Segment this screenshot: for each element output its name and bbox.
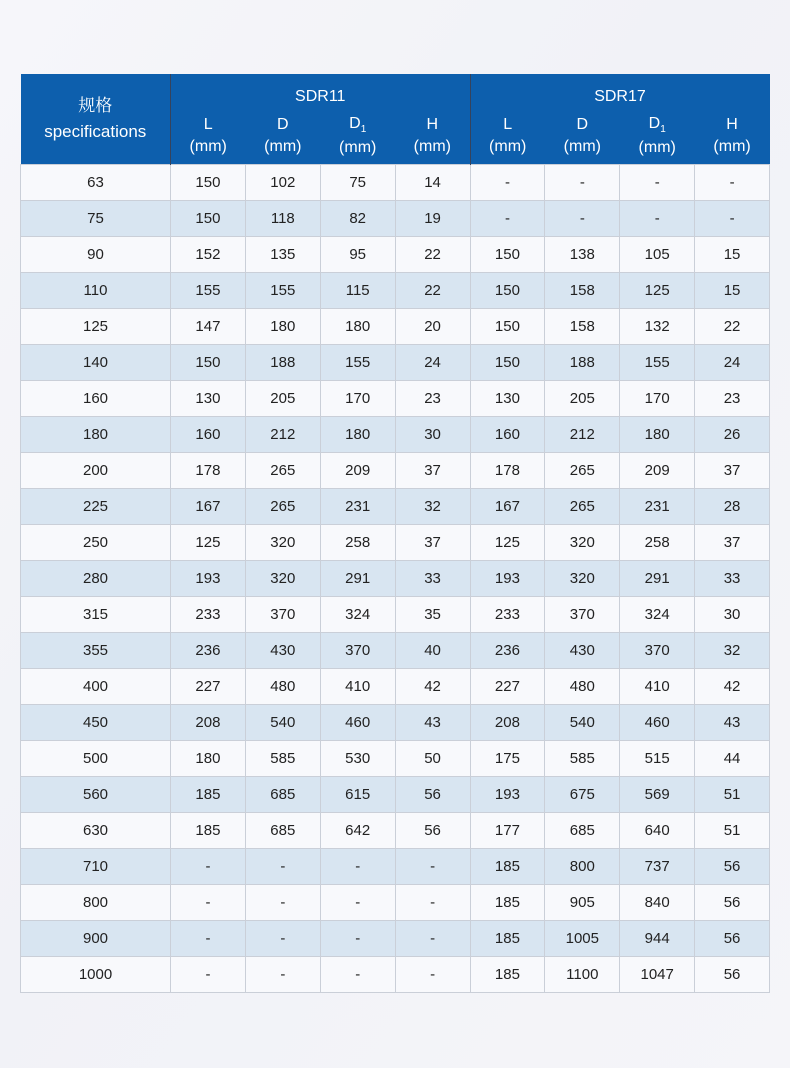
value-cell-sdr11-3: 22 [395,272,470,308]
column-unit: (mm) [489,137,527,155]
value-cell-sdr17-3: - [695,200,770,236]
value-cell-sdr11-1: 480 [245,668,320,704]
value-cell-sdr17-0: 175 [470,740,545,776]
value-cell-sdr11-0: 150 [171,200,246,236]
value-cell-sdr17-1: 585 [545,740,620,776]
value-cell-sdr17-3: 42 [695,668,770,704]
value-cell-sdr11-2: 209 [320,452,395,488]
value-cell-sdr17-0: 236 [470,632,545,668]
table-row [21,524,770,560]
table-row [21,812,770,848]
table-row [21,668,770,704]
value-cell-sdr17-3: 22 [695,308,770,344]
value-cell-sdr17-3: 24 [695,344,770,380]
spec-cell: 125 [21,308,171,344]
value-cell-sdr17-2: 209 [620,452,695,488]
value-cell-sdr17-0: 150 [470,344,545,380]
spec-cell: 63 [21,164,171,200]
value-cell-sdr17-2: 125 [620,272,695,308]
value-cell-sdr11-0: 130 [171,380,246,416]
value-cell-sdr17-1: 685 [545,812,620,848]
value-cell-sdr11-1: 265 [245,488,320,524]
value-cell-sdr11-1: 585 [245,740,320,776]
value-cell-sdr17-3: 56 [695,920,770,956]
value-cell-sdr17-2: 569 [620,776,695,812]
value-cell-sdr17-1: 430 [545,632,620,668]
value-cell-sdr11-1: 370 [245,596,320,632]
value-cell-sdr17-1: 1100 [545,956,620,992]
spec-column-header [21,74,171,164]
value-cell-sdr17-1: 138 [545,236,620,272]
value-cell-sdr11-3: 56 [395,776,470,812]
column-symbol: D [576,116,589,134]
value-cell-sdr17-0: 178 [470,452,545,488]
column-symbol-subscript: 1 [360,124,367,136]
spec-cell: 900 [21,920,171,956]
value-cell-sdr17-3: 43 [695,704,770,740]
value-cell-sdr11-2: - [320,848,395,884]
value-cell-sdr17-0: 185 [470,884,545,920]
column-unit: (mm) [264,137,302,155]
group-header-sdr11: SDR11 [171,74,471,108]
value-cell-sdr11-0: 147 [171,308,246,344]
value-cell-sdr17-2: 155 [620,344,695,380]
value-cell-sdr17-0: 167 [470,488,545,524]
value-cell-sdr17-3: 26 [695,416,770,452]
value-cell-sdr17-1: - [545,164,620,200]
spec-cell: 90 [21,236,171,272]
column-unit: (mm) [563,137,601,155]
value-cell-sdr17-0: 185 [470,956,545,992]
value-cell-sdr11-3: 56 [395,812,470,848]
table-row [21,920,770,956]
column-symbol: L [503,116,513,134]
spec-cell: 250 [21,524,171,560]
value-cell-sdr11-3: 33 [395,560,470,596]
value-cell-sdr17-1: 265 [545,488,620,524]
value-cell-sdr17-0: 125 [470,524,545,560]
value-cell-sdr17-2: 258 [620,524,695,560]
column-symbol: H [426,116,439,134]
value-cell-sdr17-1: 905 [545,884,620,920]
value-cell-sdr17-2: 180 [620,416,695,452]
value-cell-sdr11-2: 370 [320,632,395,668]
spec-cell: 315 [21,596,171,632]
value-cell-sdr11-3: - [395,920,470,956]
value-cell-sdr11-3: 23 [395,380,470,416]
value-cell-sdr17-2: 944 [620,920,695,956]
value-cell-sdr17-1: 540 [545,704,620,740]
column-header-sdr17-d1 [620,108,695,164]
value-cell-sdr17-1: 1005 [545,920,620,956]
value-cell-sdr11-2: 180 [320,308,395,344]
value-cell-sdr11-1: - [245,848,320,884]
table-row [21,344,770,380]
value-cell-sdr17-2: 1047 [620,956,695,992]
column-symbol: H [726,116,738,134]
value-cell-sdr11-2: 75 [320,164,395,200]
spec-label-cn: 规格 [78,96,113,116]
spec-cell: 200 [21,452,171,488]
table-row [21,452,770,488]
table-row [21,596,770,632]
value-cell-sdr17-2: 410 [620,668,695,704]
spec-cell: 160 [21,380,171,416]
value-cell-sdr17-3: 56 [695,884,770,920]
column-unit: (mm) [339,138,377,156]
value-cell-sdr11-3: 40 [395,632,470,668]
spec-cell: 75 [21,200,171,236]
value-cell-sdr17-3: - [695,164,770,200]
value-cell-sdr11-0: - [171,920,246,956]
value-cell-sdr11-1: 320 [245,524,320,560]
value-cell-sdr17-2: 231 [620,488,695,524]
column-unit: (mm) [638,138,676,156]
value-cell-sdr11-1: 102 [245,164,320,200]
value-cell-sdr17-2: 840 [620,884,695,920]
value-cell-sdr17-1: 212 [545,416,620,452]
value-cell-sdr17-3: 23 [695,380,770,416]
value-cell-sdr17-0: - [470,164,545,200]
value-cell-sdr11-1: 188 [245,344,320,380]
table-row [21,200,770,236]
table-row [21,416,770,452]
value-cell-sdr17-1: 158 [545,272,620,308]
value-cell-sdr11-2: 642 [320,812,395,848]
value-cell-sdr17-2: 105 [620,236,695,272]
value-cell-sdr17-3: 30 [695,596,770,632]
value-cell-sdr17-3: 37 [695,524,770,560]
table-row [21,380,770,416]
value-cell-sdr11-0: 208 [171,704,246,740]
value-cell-sdr17-3: 51 [695,812,770,848]
value-cell-sdr17-0: 193 [470,776,545,812]
value-cell-sdr11-3: 37 [395,524,470,560]
spec-cell: 355 [21,632,171,668]
value-cell-sdr11-2: 258 [320,524,395,560]
value-cell-sdr11-3: 42 [395,668,470,704]
value-cell-sdr17-3: 28 [695,488,770,524]
value-cell-sdr11-3: 32 [395,488,470,524]
group-header-sdr17: SDR17 [470,74,770,108]
value-cell-sdr11-2: - [320,956,395,992]
value-cell-sdr17-0: 150 [470,236,545,272]
value-cell-sdr11-0: 180 [171,740,246,776]
table-row [21,560,770,596]
value-cell-sdr11-3: 14 [395,164,470,200]
value-cell-sdr17-0: 233 [470,596,545,632]
value-cell-sdr17-2: 370 [620,632,695,668]
value-cell-sdr17-1: - [545,200,620,236]
value-cell-sdr17-1: 188 [545,344,620,380]
column-header-sdr17-h [695,108,770,164]
value-cell-sdr17-0: 227 [470,668,545,704]
value-cell-sdr11-0: 185 [171,776,246,812]
value-cell-sdr17-1: 158 [545,308,620,344]
spec-cell: 710 [21,848,171,884]
value-cell-sdr11-2: 231 [320,488,395,524]
value-cell-sdr11-2: 410 [320,668,395,704]
value-cell-sdr11-3: 22 [395,236,470,272]
spec-cell: 560 [21,776,171,812]
value-cell-sdr11-2: 615 [320,776,395,812]
column-symbol: D [277,116,289,134]
value-cell-sdr11-2: 291 [320,560,395,596]
value-cell-sdr17-3: 56 [695,956,770,992]
value-cell-sdr11-2: 324 [320,596,395,632]
value-cell-sdr17-0: 208 [470,704,545,740]
value-cell-sdr17-0: 185 [470,920,545,956]
value-cell-sdr17-2: 640 [620,812,695,848]
value-cell-sdr11-0: - [171,956,246,992]
value-cell-sdr17-3: 15 [695,272,770,308]
value-cell-sdr11-2: 95 [320,236,395,272]
value-cell-sdr17-3: 33 [695,560,770,596]
table-row [21,632,770,668]
column-header-sdr11-d1 [320,108,395,164]
column-header-sdr11-d [245,108,320,164]
value-cell-sdr11-3: 24 [395,344,470,380]
value-cell-sdr17-2: - [620,164,695,200]
value-cell-sdr17-1: 675 [545,776,620,812]
value-cell-sdr11-1: - [245,920,320,956]
value-cell-sdr11-0: 233 [171,596,246,632]
value-cell-sdr11-0: 167 [171,488,246,524]
value-cell-sdr11-2: - [320,920,395,956]
value-cell-sdr17-0: 150 [470,272,545,308]
value-cell-sdr11-0: 125 [171,524,246,560]
value-cell-sdr11-3: 37 [395,452,470,488]
spec-cell: 500 [21,740,171,776]
spec-cell: 225 [21,488,171,524]
column-header-sdr11-h [395,108,470,164]
spec-cell: 800 [21,884,171,920]
value-cell-sdr11-3: 19 [395,200,470,236]
spec-cell: 110 [21,272,171,308]
value-cell-sdr17-2: 515 [620,740,695,776]
column-symbol: D [349,115,361,133]
value-cell-sdr17-1: 370 [545,596,620,632]
column-header-sdr11-l [171,108,246,164]
table-row [21,308,770,344]
value-cell-sdr11-0: - [171,884,246,920]
value-cell-sdr17-2: 737 [620,848,695,884]
value-cell-sdr17-1: 320 [545,524,620,560]
value-cell-sdr17-2: 132 [620,308,695,344]
column-symbol: L [203,116,213,134]
value-cell-sdr11-2: 460 [320,704,395,740]
spec-cell: 1000 [21,956,171,992]
table-row [21,704,770,740]
value-cell-sdr11-1: 685 [245,776,320,812]
value-cell-sdr11-0: 152 [171,236,246,272]
table-row [21,164,770,200]
value-cell-sdr11-3: - [395,956,470,992]
value-cell-sdr17-1: 205 [545,380,620,416]
table-row [21,740,770,776]
value-cell-sdr17-2: 170 [620,380,695,416]
value-cell-sdr11-1: 205 [245,380,320,416]
value-cell-sdr11-1: 540 [245,704,320,740]
value-cell-sdr17-0: 130 [470,380,545,416]
table-row [21,956,770,992]
value-cell-sdr11-2: 115 [320,272,395,308]
value-cell-sdr11-0: 150 [171,164,246,200]
value-cell-sdr17-0: 150 [470,308,545,344]
column-symbol-subscript: 1 [660,124,666,136]
value-cell-sdr17-2: - [620,200,695,236]
value-cell-sdr17-1: 265 [545,452,620,488]
column-header-sdr17-l [470,108,545,164]
value-cell-sdr11-2: 155 [320,344,395,380]
value-cell-sdr17-3: 37 [695,452,770,488]
value-cell-sdr11-3: 35 [395,596,470,632]
specifications-table [20,74,770,993]
table-row [21,272,770,308]
value-cell-sdr17-0: - [470,200,545,236]
value-cell-sdr17-1: 480 [545,668,620,704]
column-header-sdr17-d [545,108,620,164]
value-cell-sdr17-2: 324 [620,596,695,632]
table-body [21,164,770,992]
table-row [21,848,770,884]
value-cell-sdr11-3: - [395,884,470,920]
value-cell-sdr11-0: 155 [171,272,246,308]
value-cell-sdr11-0: 227 [171,668,246,704]
spec-cell: 450 [21,704,171,740]
value-cell-sdr17-3: 51 [695,776,770,812]
spec-cell: 140 [21,344,171,380]
value-cell-sdr11-1: 265 [245,452,320,488]
value-cell-sdr11-0: 150 [171,344,246,380]
value-cell-sdr17-0: 193 [470,560,545,596]
value-cell-sdr17-2: 460 [620,704,695,740]
column-unit: (mm) [713,137,751,155]
value-cell-sdr17-0: 185 [470,848,545,884]
value-cell-sdr11-1: 155 [245,272,320,308]
value-cell-sdr11-0: 178 [171,452,246,488]
value-cell-sdr17-3: 44 [695,740,770,776]
value-cell-sdr11-0: 160 [171,416,246,452]
value-cell-sdr11-1: 320 [245,560,320,596]
value-cell-sdr11-1: - [245,956,320,992]
value-cell-sdr11-1: 430 [245,632,320,668]
value-cell-sdr11-3: 43 [395,704,470,740]
column-unit: (mm) [413,137,451,155]
group-header-row [21,74,770,108]
value-cell-sdr11-1: 118 [245,200,320,236]
value-cell-sdr11-0: 193 [171,560,246,596]
value-cell-sdr17-1: 320 [545,560,620,596]
spec-cell: 180 [21,416,171,452]
value-cell-sdr11-3: 30 [395,416,470,452]
value-cell-sdr17-0: 177 [470,812,545,848]
spec-cell: 630 [21,812,171,848]
value-cell-sdr11-2: 530 [320,740,395,776]
column-unit: (mm) [189,137,227,155]
table-row [21,884,770,920]
value-cell-sdr17-3: 32 [695,632,770,668]
value-cell-sdr17-1: 800 [545,848,620,884]
table-row [21,236,770,272]
value-cell-sdr11-1: 685 [245,812,320,848]
value-cell-sdr11-1: 212 [245,416,320,452]
table-header [21,74,770,164]
value-cell-sdr17-3: 56 [695,848,770,884]
value-cell-sdr11-1: 180 [245,308,320,344]
table-row [21,776,770,812]
value-cell-sdr11-1: 135 [245,236,320,272]
value-cell-sdr11-0: 185 [171,812,246,848]
value-cell-sdr11-2: 82 [320,200,395,236]
value-cell-sdr11-3: - [395,848,470,884]
value-cell-sdr17-3: 15 [695,236,770,272]
column-symbol: D [648,115,661,133]
table-row [21,488,770,524]
value-cell-sdr11-2: 170 [320,380,395,416]
value-cell-sdr11-2: - [320,884,395,920]
spec-label-en: specifications [44,121,147,141]
spec-cell: 400 [21,668,171,704]
value-cell-sdr17-0: 160 [470,416,545,452]
value-cell-sdr11-0: - [171,848,246,884]
spec-cell: 280 [21,560,171,596]
value-cell-sdr11-1: - [245,884,320,920]
value-cell-sdr11-3: 20 [395,308,470,344]
value-cell-sdr11-2: 180 [320,416,395,452]
value-cell-sdr17-2: 291 [620,560,695,596]
value-cell-sdr11-3: 50 [395,740,470,776]
value-cell-sdr11-0: 236 [171,632,246,668]
